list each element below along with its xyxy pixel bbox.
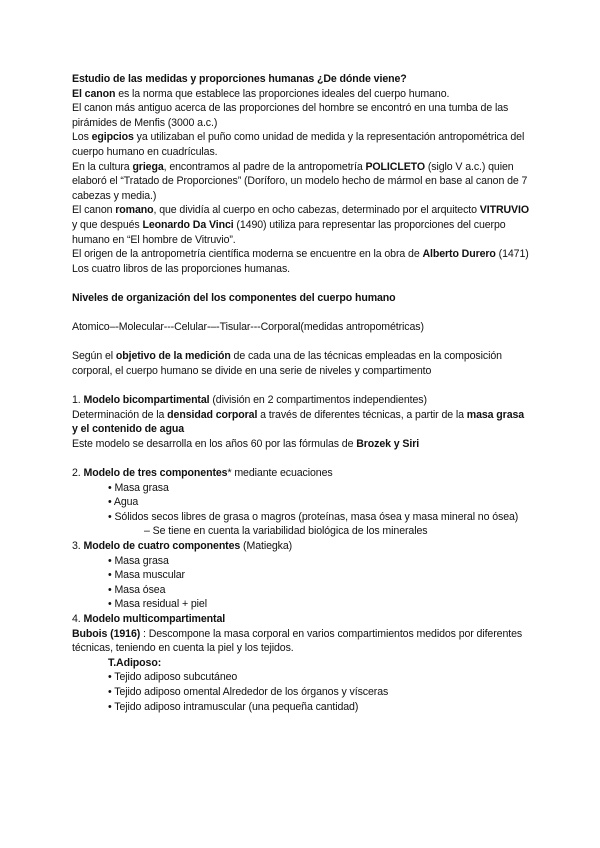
list-item: • Masa grasa [108,554,169,567]
list-item: • Agua [108,496,139,509]
model-3-heading: 3. Modelo de cuatro componentes (Matiegka) [72,540,293,552]
section-title-estudio: Estudio de las medidas y proporciones humanas ¿De dónde viene? [72,73,407,85]
section-title-niveles: Niveles de organización del los componentes del cuerpo humano [72,291,396,304]
list-item: • Tejido adiposo omental Alrededor de los órganos y vísceras [108,685,389,698]
paragraph-canon-antiguo: El canon más antiguo acerca de las proporciones del hombre se encontró en una tumba de las pirámides de Menfis (3000 a.c.) [72,102,509,129]
document-page [72,72,532,714]
paragraph-romano: El canon romano, que dividía al cuerpo en ocho cabezas, determinado por el arquitecto VITRUVIO y que después Leonardo Da Vinci (1490) utiliza para representar las proporciones del cuerpo humano en “El hombre de Vitruvio”. [72,204,529,246]
model-2-heading: 2. Modelo de tres componentes* mediante ecuaciones [72,467,333,480]
model-1-description: Determinación de la densidad corporal a través de diferentes técnicas, a partir de la masa grasa y el contenido de agua [72,408,525,436]
paragraph-griega: En la cultura griega, encontramos al padre de la antropometría POLICLETO (siglo V a.c.) quien elaboró el “Tratado de Proporciones” (Doríforo, un modelo hecho de mármol en base al canon de 7 cabezas y media.) [72,160,528,202]
list-item: • Masa muscular [108,569,185,582]
list-item: • Sólidos secos libres de grasa o magros (proteínas, masa ósea y masa mineral no ósea) [108,510,519,523]
paragraph-egipcios: Los egipcios ya utilizaban el puño como unidad de medida y la representación antropométrica del cuerpo humano en cuadrículas. [72,131,525,158]
list-item: • Masa grasa [108,481,169,494]
model-1-note: Este modelo se desarrolla en los años 60 por las fórmulas de Brozek y Siri [72,437,420,450]
levels-chain: Atomico–-Molecular---Celular-–-Tisular---Corporal(medidas antropométricas) [72,321,424,334]
paragraph-origen: El origen de la antropometría científica moderna se encuentre en la obra de Alberto Durero (1471) Los cuatro libros de las proporciones humanas. [72,248,529,275]
paragraph-canon: El canon es la norma que establece las proporciones ideales del cuerpo humano. [72,87,450,100]
list-item: • Masa residual + piel [108,598,207,611]
adipose-subtitle: T.Adiposo: [108,656,162,669]
model-4-description: Bubois (1916) : Descompone la masa corporal en varios compartimientos medidos por diferentes técnicas, teniendo en cuenta la piel y los tejidos. [72,627,523,655]
paragraph-objetivo: Según el objetivo de la medición de cada una de las técnicas empleadas en la composición corporal, el cuerpo humano se divide en una serie de niveles y compartimento [72,350,502,377]
model-2-note: – Se tiene en cuenta la variabilidad biológica de los minerales [144,525,428,538]
model-1-heading: 1. Modelo bicompartimental (división en 2 compartimentos independientes) [72,394,427,407]
list-item: • Masa ósea [108,583,166,596]
list-item: • Tejido adiposo intramuscular (una pequeña cantidad) [108,700,359,713]
list-item: • Tejido adiposo subcutáneo [108,671,238,684]
model-4-heading: 4. Modelo multicompartimental [72,612,226,625]
